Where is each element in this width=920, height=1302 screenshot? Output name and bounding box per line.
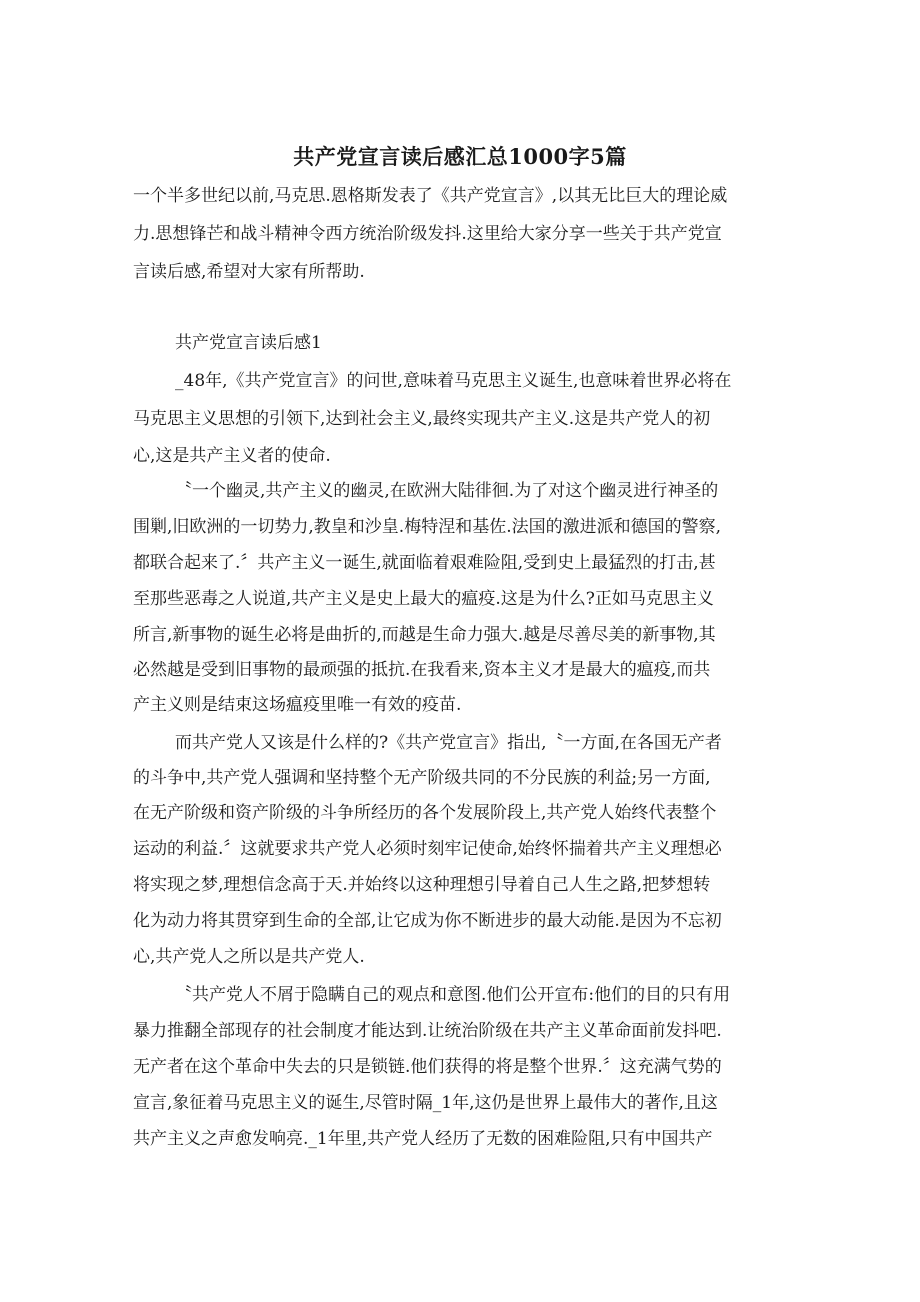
intro-line: 言读后感,希望对大家有所帮助. — [133, 262, 365, 282]
paragraph-2-line: 必然越是受到旧事物的最顽强的抵抗.在我看来,资本主义才是最大的瘟疫,而共 — [133, 660, 711, 680]
intro-line: 一个半多世纪以前,马克思.恩格斯发表了《共产党宣言》,以其无比巨大的理论威 — [133, 186, 728, 206]
paragraph-4-line: 无产者在这个革命中失去的只是锁链.他们获得的将是整个世界.〞这充满气势的 — [133, 1057, 722, 1077]
paragraph-2-line: 至那些恶毒之人说道,共产主义是史上最大的瘟疫.这是为什么?正如马克思主义 — [133, 589, 714, 609]
paragraph-3-line: 运动的利益.〞这就要求共产党人必须时刻牢记使命,始终怀揣着共产主义理想必 — [133, 839, 722, 859]
paragraph-2-line: 〝一个幽灵,共产主义的幽灵,在欧洲大陆徘徊.为了对这个幽灵进行神圣的 — [175, 481, 719, 501]
section-heading: 共产党宣言读后感1 — [175, 333, 322, 353]
paragraph-3-line: 而共产党人又该是什么样的?《共产党宣言》指出,〝一方面,在各国无产者 — [175, 733, 722, 753]
paragraph-3-line: 将实现之梦,理想信念高于天.并始终以这种理想引导着自己人生之路,把梦想转 — [133, 875, 711, 895]
paragraph-4-line: 宣言,象征着马克思主义的诞生,尽管时隔_1年,这仍是世界上最伟大的著作,且这 — [133, 1093, 718, 1113]
paragraph-2-line: 产主义则是结束这场瘟疫里唯一有效的疫苗. — [133, 695, 462, 715]
paragraph-4-line: 暴力推翻全部现存的社会制度才能达到.让统治阶级在共产主义革命面前发抖吧. — [133, 1021, 722, 1041]
paragraph-1-line: _48年,《共产党宣言》的问世,意味着马克思主义诞生,也意味着世界必将在 — [175, 371, 732, 391]
paragraph-1-line: 心,这是共产主义者的使命. — [133, 446, 331, 466]
intro-line: 力.思想锋芒和战斗精神令西方统治阶级发抖.这里给大家分享一些关于共产党宣 — [133, 224, 722, 244]
paragraph-4-line: 〝共产党人不屑于隐瞒自己的观点和意图.他们公开宣布:他们的目的只有用 — [175, 985, 731, 1005]
paragraph-2-line: 都联合起来了.〞共产主义一诞生,就面临着艰难险阻,受到史上最猛烈的打击,甚 — [133, 553, 716, 573]
paragraph-1-line: 马克思主义思想的引领下,达到社会主义,最终实现共产主义.这是共产党人的初 — [133, 409, 711, 429]
paragraph-4-line: 共产主义之声愈发响亮._1年里,共产党人经历了无数的困难险阻,只有中国共产 — [133, 1129, 713, 1149]
paragraph-3-line: 在无产阶级和资产阶级的斗争所经历的各个发展阶段上,共产党人始终代表整个 — [133, 803, 717, 823]
paragraph-2-line: 所言,新事物的诞生必将是曲折的,而越是生命力强大.越是尽善尽美的新事物,其 — [133, 625, 716, 645]
paragraph-3-line: 化为动力将其贯穿到生命的全部,让它成为你不断进步的最大动能.是因为不忘初 — [133, 911, 722, 931]
paragraph-3-line: 心,共产党人之所以是共产党人. — [133, 947, 365, 967]
paragraph-2-line: 围剿,旧欧洲的一切势力,教皇和沙皇.梅特涅和基佐.法国的激进派和德国的警察, — [133, 517, 722, 537]
document-title: 共产党宣言读后感汇总1000字5篇 — [293, 144, 627, 169]
paragraph-3-line: 的斗争中,共产党人强调和坚持整个无产阶级共同的不分民族的利益;另一方面, — [133, 768, 711, 788]
